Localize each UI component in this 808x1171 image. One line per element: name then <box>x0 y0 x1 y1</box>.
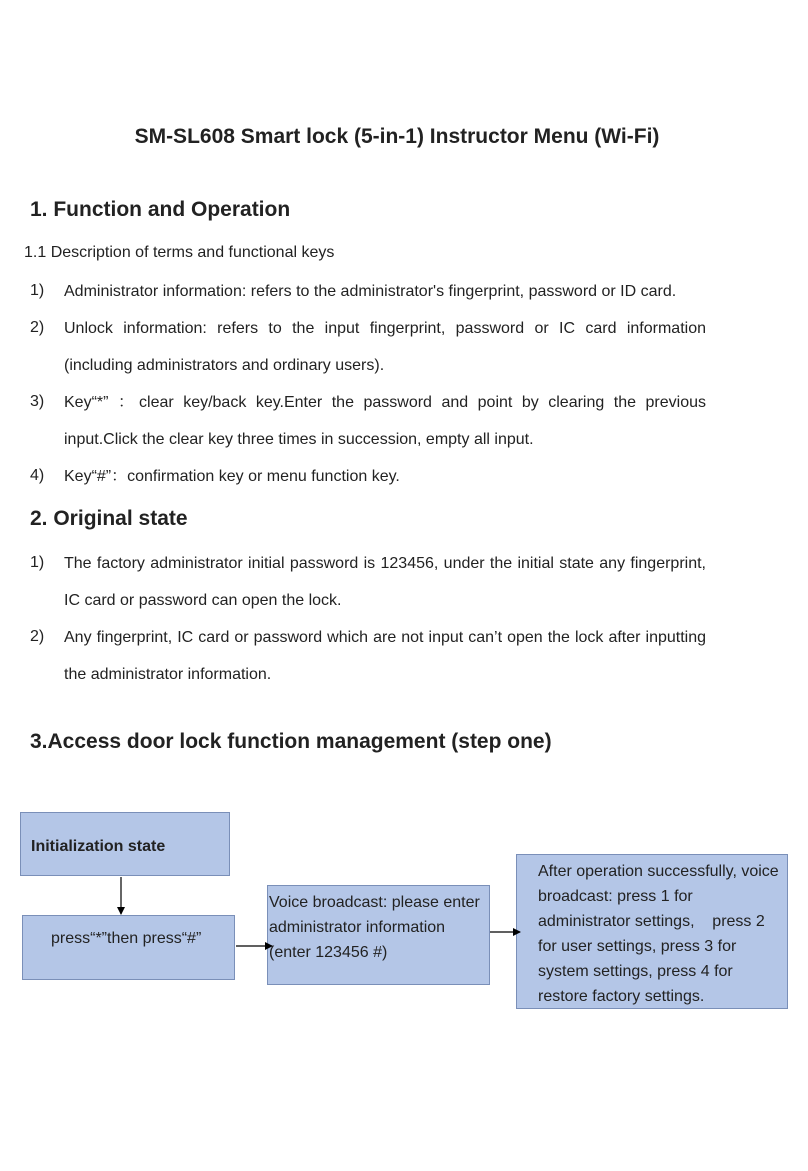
item-text: Key“#”：confirmation key or menu function key. <box>64 468 400 485</box>
item-number: 1) <box>30 554 45 571</box>
item-text: Any fingerprint, IC card or password which are not input can’t open the lock after inputting the administrator information. <box>64 629 706 683</box>
item-text: Key“*” ：clear key/back key.Enter the password and point by clearing the previous input.Click the clear key three times in succession, empty all input. <box>64 394 707 448</box>
flow-box-press-keys: press“*”then press“#” <box>22 915 235 980</box>
flow-box-after-operation: After operation successfully, voice broadcast: press 1 for administrator settings, press 2 for user settings, press 3 for system settings, press 4 for restore factory settings. <box>516 854 788 1009</box>
document-title: SM-SL608 Smart lock (5-in-1) Instructor Menu (Wi-Fi) <box>134 125 660 148</box>
item-text: Unlock information: refers to the input fingerprint, password or IC card information (including administrators and ordinary users). <box>64 320 706 374</box>
flow-box-initialization: Initialization state <box>20 812 230 876</box>
section1-heading: 1. Function and Operation <box>30 198 291 221</box>
section3-heading: 3.Access door lock function management (step one) <box>30 730 552 753</box>
item-text: The factory administrator initial password is 123456, under the initial state any fingerprint, IC card or password can open the lock. <box>64 555 706 609</box>
item-number: 2) <box>30 628 45 645</box>
section2-heading: 2. Original state <box>30 507 188 530</box>
item-text: Administrator information: refers to the administrator's fingerprint, password or ID card. <box>64 283 677 300</box>
item-number: 4) <box>30 467 45 484</box>
flow-box-voice-broadcast: Voice broadcast: please enter administrator information (enter 123456 #) <box>267 885 490 985</box>
section1-subheading: 1.1 Description of terms and functional keys <box>24 244 335 261</box>
item-number: 2) <box>30 319 45 336</box>
item-number: 1) <box>30 282 45 299</box>
item-number: 3) <box>30 393 45 410</box>
